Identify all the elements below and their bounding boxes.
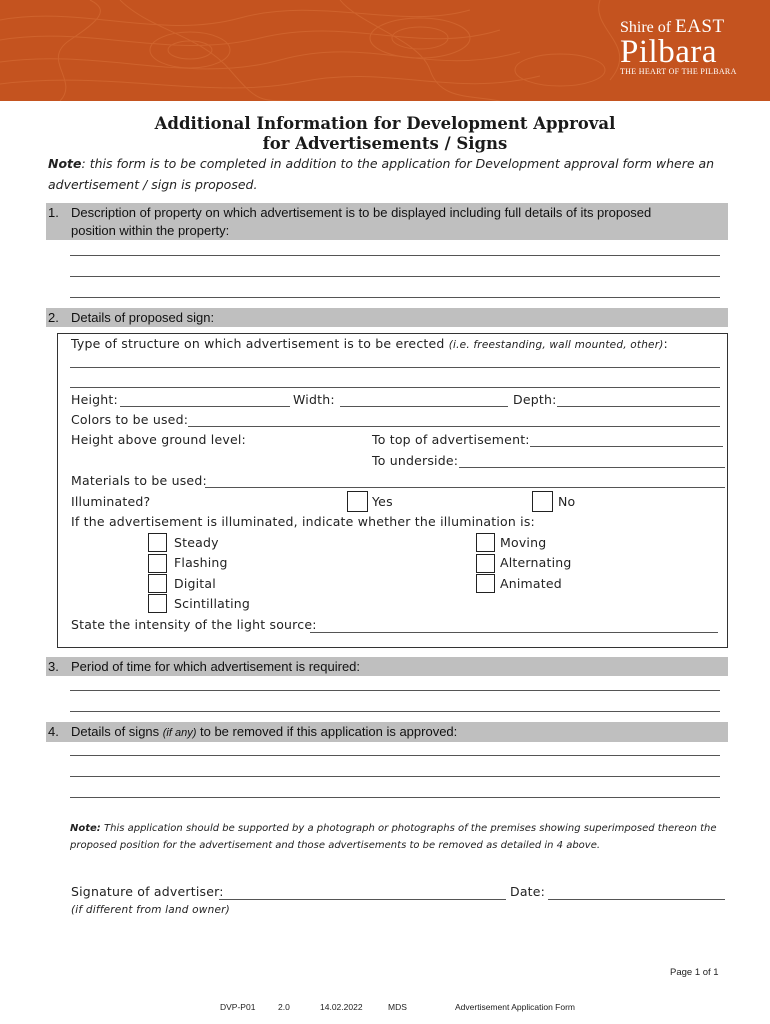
section-2-title: Details of proposed sign: — [71, 310, 215, 325]
structure-hint: (i.e. freestanding, wall mounted, other) — [448, 339, 664, 351]
section-3-title: Period of time for which advertisement is required: — [71, 659, 361, 674]
to-top-label: To top of advertisement: — [372, 432, 530, 447]
digital-label: Digital — [174, 576, 216, 591]
section-1-line-2[interactable] — [70, 276, 720, 277]
logo-pilbara: Pilbara — [620, 34, 717, 70]
section-4-line-3[interactable] — [70, 797, 720, 798]
alternating-checkbox[interactable] — [476, 554, 495, 573]
illumination-question: If the advertisement is illuminated, indicate whether the illumination is: — [71, 514, 535, 529]
depth-label: Depth: — [513, 392, 557, 407]
illuminated-no-checkbox[interactable] — [532, 491, 553, 512]
moving-checkbox[interactable] — [476, 533, 495, 552]
section-3-number: 3. — [48, 659, 59, 674]
section-4-title-post: to be removed if this application is approved: — [196, 724, 458, 739]
colors-label: Colors to be used: — [71, 412, 189, 427]
section-4-line-2[interactable] — [70, 776, 720, 777]
animated-label: Animated — [500, 576, 562, 591]
to-underside-label: To underside: — [372, 453, 459, 468]
signature-label: Signature of advertiser: — [71, 884, 224, 899]
page-title — [0, 114, 770, 154]
flashing-checkbox[interactable] — [148, 554, 167, 573]
moving-label: Moving — [500, 535, 547, 550]
intro-note-text: : this form is to be completed in addition to the application for Development approval form where an advertisement / sign is proposed. — [48, 156, 715, 192]
bottom-note-label: Note: — [70, 823, 101, 834]
footer-author: MDS — [388, 1002, 407, 1012]
section-1-title-cont: position within the property: — [71, 223, 230, 238]
logo-shire-of: Shire of — [620, 19, 672, 36]
height-field[interactable] — [120, 406, 290, 407]
intro-note-label: Note — [48, 156, 82, 171]
date-label: Date: — [510, 884, 546, 899]
section-1-line-3[interactable] — [70, 297, 720, 298]
width-label: Width: — [293, 392, 335, 407]
signature-sub-note: (if different from land owner) — [71, 904, 230, 916]
title-line-2: for Advertisements / Signs — [262, 134, 508, 153]
section-4-title-italic: (if any) — [162, 727, 197, 739]
shire-logo — [620, 18, 744, 77]
scintillating-label: Scintillating — [174, 596, 251, 611]
title-line-1: Additional Information for Development Approval — [154, 114, 616, 133]
height-ground-label: Height above ground level: — [71, 432, 246, 447]
structure-label-text: Type of structure on which advertisement is to be erected — [71, 336, 445, 351]
illuminated-label: Illuminated? — [71, 494, 151, 509]
section-1-title: Description of property on which advertisement is to be displayed including full details of its proposed — [71, 205, 652, 220]
section-4-heading — [46, 722, 728, 742]
scintillating-checkbox[interactable] — [148, 594, 167, 613]
structure-colon: : — [663, 336, 668, 351]
section-2-number: 2. — [48, 310, 59, 325]
section-1-heading — [46, 203, 728, 240]
section-4-number: 4. — [48, 724, 59, 739]
section-2-heading — [46, 308, 728, 327]
intensity-field[interactable] — [310, 632, 718, 633]
materials-label: Materials to be used: — [71, 473, 207, 488]
digital-checkbox[interactable] — [148, 574, 167, 593]
yes-label: Yes — [372, 494, 393, 509]
section-1-line-1[interactable] — [70, 255, 720, 256]
intro-note — [48, 153, 738, 195]
intensity-label: State the intensity of the light source: — [71, 617, 317, 632]
alternating-label: Alternating — [500, 555, 572, 570]
section-1-number: 1. — [48, 205, 59, 220]
section-4-line-1[interactable] — [70, 755, 720, 756]
footer-date: 14.02.2022 — [320, 1002, 363, 1012]
bottom-note-text: This application should be supported by a photograph or photographs of the premises showing superimposed thereon the proposed position for the advertisement and those advertisements to be removed as detailed in 4 above. — [70, 823, 717, 851]
structure-line-2[interactable] — [70, 387, 720, 388]
signature-field[interactable] — [219, 899, 506, 900]
animated-checkbox[interactable] — [476, 574, 495, 593]
section-3-line-1[interactable] — [70, 690, 720, 691]
to-underside-field[interactable] — [459, 467, 725, 468]
steady-label: Steady — [174, 535, 219, 550]
steady-checkbox[interactable] — [148, 533, 167, 552]
section-3-line-2[interactable] — [70, 711, 720, 712]
width-field[interactable] — [340, 406, 508, 407]
structure-line-1[interactable] — [70, 367, 720, 368]
date-field[interactable] — [548, 899, 725, 900]
colors-field[interactable] — [188, 426, 720, 427]
bottom-note — [70, 820, 735, 854]
materials-field[interactable] — [205, 487, 725, 488]
footer-form-name: Advertisement Application Form — [455, 1002, 575, 1012]
height-label: Height: — [71, 392, 118, 407]
illuminated-yes-checkbox[interactable] — [347, 491, 368, 512]
structure-label — [71, 336, 668, 353]
page-number: Page 1 of 1 — [670, 967, 719, 978]
logo-east: EAST — [675, 16, 725, 37]
header-banner — [0, 0, 770, 101]
logo-tagline: THE HEART OF THE PILBARA — [620, 67, 737, 76]
section-4-title-pre: Details of signs — [71, 724, 163, 739]
section-3-heading — [46, 657, 728, 676]
flashing-label: Flashing — [174, 555, 228, 570]
no-label: No — [558, 494, 576, 509]
footer-doc-code: DVP-P01 — [220, 1002, 256, 1012]
to-top-field[interactable] — [530, 446, 723, 447]
depth-field[interactable] — [557, 406, 720, 407]
footer-version: 2.0 — [278, 1002, 290, 1012]
